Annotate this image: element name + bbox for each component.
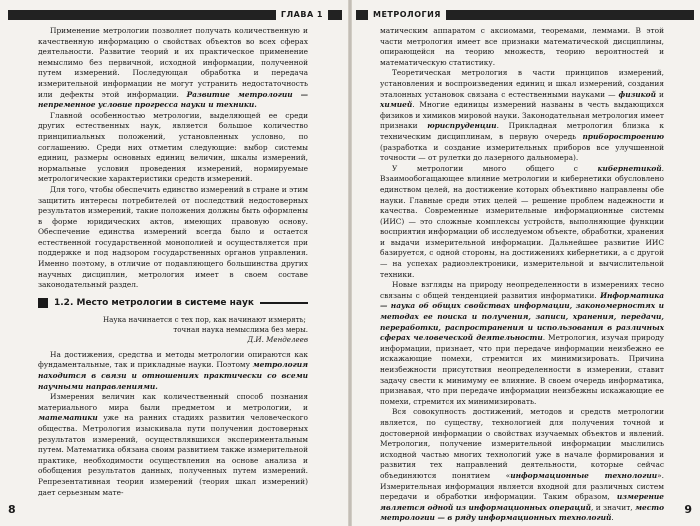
paragraph: [38, 392, 308, 498]
paragraph-text: Применение метрологии позволяет получать количественную и качественную информацию о свойствах объектов во всех сферах деятельности. Развитие теорий и их практическое применение немыслимо без первичной, исходной информации, полученной путем измерений. Последующая обработка и передача измерительной информации не могут устранить недостаточность или дефекты этой информации.: [38, 26, 308, 99]
running-header-bar: [8, 10, 342, 20]
paragraph-text: ». Измерительная информация является входной для различных систем передачи и обработки информации. Таким образом,: [380, 470, 664, 502]
paragraph-text: Новые взгляды на природу неопределенности в измерениях тесно связаны с общей тенденцией развития информатики.: [380, 280, 664, 300]
heading-rule: [260, 302, 308, 304]
paragraph: [380, 68, 664, 163]
right-page: [350, 0, 700, 526]
paragraph-text: У метрологии много общего с: [392, 163, 598, 173]
paragraph-text: . Метрология, изучая природу информации, признает, что при передаче информации неизбежно ее искажающие помехи, стремится их минимизировать. Причина неизбежности присутствия неопределенности в измерении, ставит задачу свести к минимуму ее влияние. В своем очередь информатика, признавая, что при передаче информации неизбежны искажающие ее помехи, стремится их минимизировать.: [380, 333, 665, 406]
paragraph-text: , и значит,: [591, 502, 636, 512]
paragraph-text: уже на ранних стадиях развития человеческого общества. Метрология изыскивала пути получения достоверных результатов измерений, осуществлявшихся экспериментальным путем. Математика обязана своим развитием также измерительной практике, необходимости осуществления на основе анализа и обобщения результатов данных, полученных путем измерений. Репрезентативная теория измерений (теория шкал измерений) дает серьезным мате-: [38, 413, 308, 497]
heading-square-marker: [38, 298, 48, 308]
paragraph-text: и: [655, 89, 664, 99]
running-header-bar: [356, 10, 694, 20]
emphasis-text: приборостроению: [582, 131, 664, 141]
paragraph-text: На достижения, средства и методы метрологии опираются как фундаментальные, так и прикладные науки. Поэтому: [38, 349, 308, 370]
paragraph: Главной особенностью метрологии, выделяющей ее среди других естественных наук, является большое количество принципиальных положений, установленных условно, по соглашению. Среди них отметим следующие: выбор системы единиц, размеры основных единиц величин, шкалы измерений, нормальные условия проведения измерений, нормируемые метрологические характеристики средств измерений.: [38, 110, 308, 184]
emphasis-text: математики: [38, 413, 98, 423]
section-title: 1.2. Место метрологии в системе наук: [54, 297, 254, 308]
emphasis-text: химией: [380, 100, 413, 110]
epigraph-line: точная наука немыслима без меры.: [173, 324, 308, 334]
paragraph-text: . Взаимообогащающее влияние метрологии и кибернетики обусловлено единством целей, на достижение которых объективно направлены обе науки. Главные среди этих целей — решение проблем надежности и качества. Современные измерительные информационные системы (ИИС) — это сложные комплексы устройств, выполняющие функции восприятия информации об исследуемом объекте, обработки, хранения и выдачи измерительной информации. Дальнейшее развитие ИИС базируется, с одной стороны, на достижениях кибернетики, а с другой — на успехах радиоэлектроники, измерительной и вычислительной техники.: [380, 163, 664, 279]
paragraph-text: Вся совокупность достижений, методов и средств метрологии является, по существу, технологией для получения точной и достоверной информации о свойствах изучаемых объектов и явлений. Метрология, получение измерительной информации мыслились исходной частью многих технологий уже в начале формирования и развития тех направлений деятельности, которые сейчас объединяются понятием «: [380, 407, 664, 480]
paragraph-text: (разработка и создание измерительных приборов все улучшенной точности — от рулетки до лазерного дальномера).: [380, 142, 664, 163]
paragraph: [380, 407, 664, 524]
running-header: МЕТРОЛОГИЯ: [368, 9, 446, 21]
emphasis-text: Развитие метрологии — непременное условие прогресса науки и техники.: [38, 89, 308, 110]
left-text-column: [38, 26, 308, 498]
emphasis-text: место метрологии — в ряду информационных технологий: [380, 502, 665, 523]
paragraph-text: . Прикладная метрология близка к техническим дисциплинам, в первую очередь: [380, 121, 664, 141]
page-number: 8: [8, 503, 16, 516]
paragraph-text: . Многие единицы измерений названы в честь выдающихся физиков и химиков мировой науки. Законодательная метрология имеет признаки: [380, 100, 664, 131]
paragraph: Для того, чтобы обеспечить единство измерений в стране и этим защитить интересы потребителей от последствий недостоверных результатов измерений, такие положения должны быть оформлены в форме юридических актов, имеющих правовую основу. Обеспечение единства измерений всегда было и остается естественной государственной монополией и осуществляется при поддержке и под надзором государственных органов управления. Именно поэтому, в отличие от подавляющего большинства других научных дисциплин, метрология имеет в своем составе законодательный раздел.: [38, 184, 308, 290]
paragraph: [38, 26, 308, 111]
emphasis-text: юриспруденции: [427, 121, 497, 131]
emphasis-text: физикой: [618, 89, 656, 99]
emphasis-text: метрология находится в связи и отношениях практически со всеми научными направлениями.: [38, 360, 308, 391]
running-header: ГЛАВА 1: [276, 9, 328, 21]
paragraph: [380, 164, 664, 281]
emphasis-text: Информатика — наука об общих свойствах информации, закономерностях и методах ее поиска и получения, записи, хранения, передачи, переработки, распространения и использования в различных сферах человеческой деятельности: [380, 290, 664, 343]
epigraph-line: Наука начинается с тех пор, как начинают измерять;: [103, 314, 306, 324]
paragraph-text: .: [611, 513, 614, 523]
section-heading: [38, 297, 308, 309]
emphasis-text: кибернетикой: [597, 163, 662, 173]
emphasis-text: измерение является одной из информационных операций: [380, 492, 664, 512]
paragraph: [38, 350, 308, 392]
paragraph: матическим аппаратом с аксиомами, теоремами, леммами. В этой части метрология имеет все признаки математической дисциплины, опирающейся на теорию множеств, теорию вероятностей и математическую статистику.: [380, 26, 664, 67]
page-number: 9: [684, 503, 692, 516]
emphasis-text: информационные технологии: [510, 470, 658, 480]
paragraph-text: Теоретическая метрология в части принципов измерений, установления и воспроизведения единиц и шкал измерений, создания эталонных установок связана с естественными науками —: [380, 68, 664, 99]
epigraph: [103, 315, 308, 345]
paragraph: [380, 280, 664, 407]
paragraph-text: Измерения величин как количественный способ познания материального мира были предметом и метрологии, и: [38, 392, 308, 412]
epigraph-author: Д.И. Менделеев: [247, 334, 308, 344]
right-text-column: [380, 26, 664, 524]
